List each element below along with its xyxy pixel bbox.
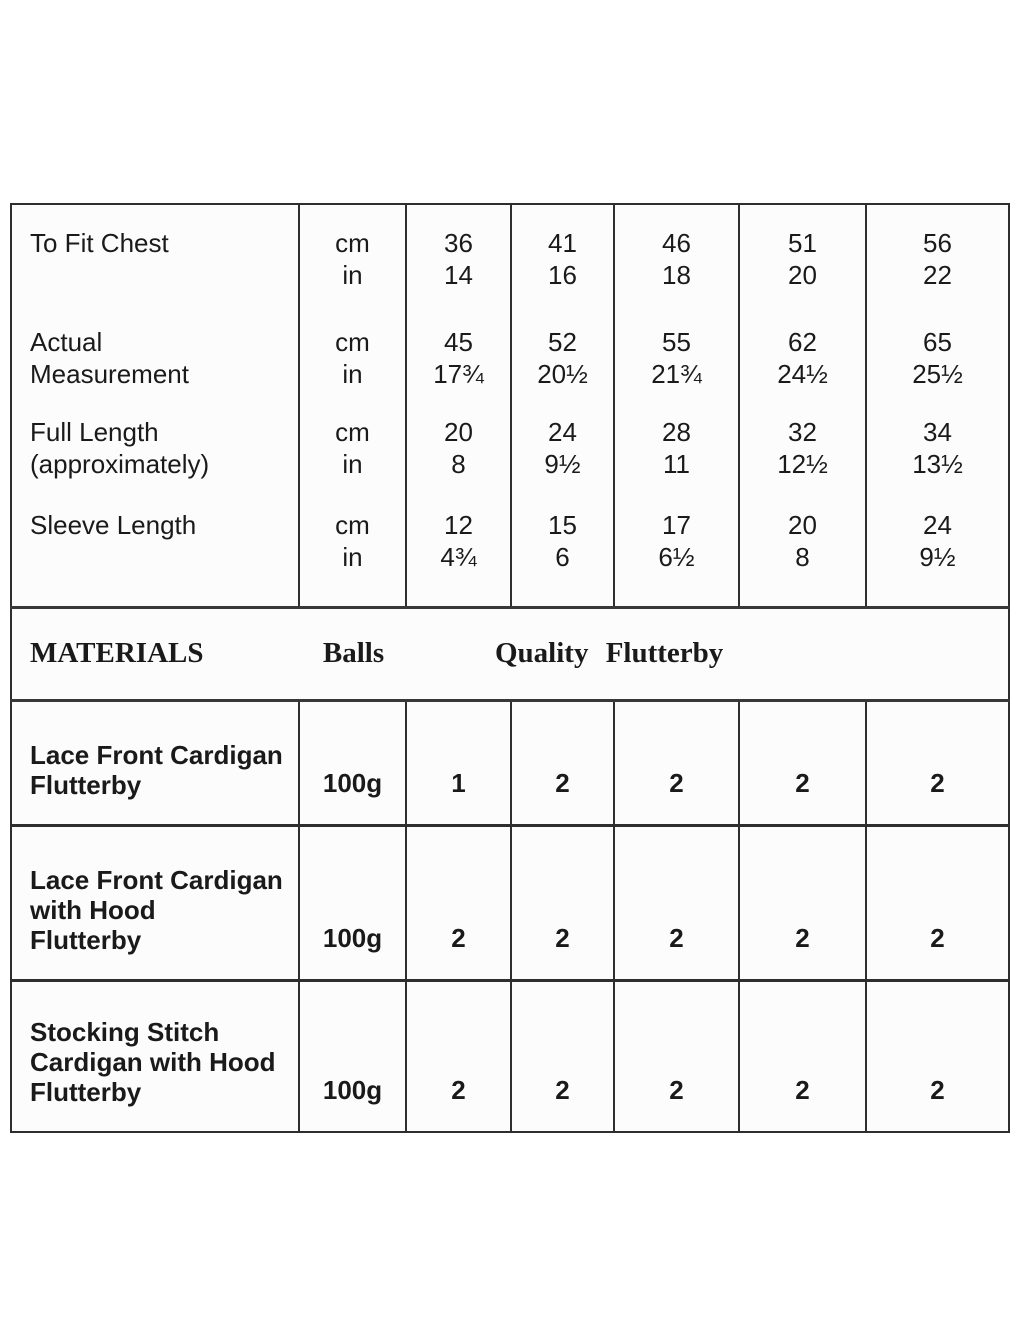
value-cm: 34 (923, 417, 952, 447)
balls-count: 2 (511, 980, 614, 1132)
value-cm: 24 (548, 417, 577, 447)
value-cm: 62 (788, 327, 817, 357)
value-cm: 56 (923, 228, 952, 258)
row-label-line1: To Fit Chest (30, 228, 169, 258)
value-cm: 12 (444, 510, 473, 540)
garment-label-line: Cardigan with Hood (30, 1047, 276, 1077)
materials-header-row (11, 607, 1009, 700)
size-materials-table (10, 203, 1010, 1133)
value-in: 6 (555, 542, 570, 572)
value-in: 17¾ (433, 359, 484, 389)
value-cm: 28 (662, 417, 691, 447)
value-in: 16 (548, 260, 577, 290)
value-cm: 51 (788, 228, 817, 258)
garment-label (11, 980, 299, 1132)
garment-label-line: Stocking Stitch (30, 1017, 220, 1047)
value-cm: 55 (662, 327, 691, 357)
value-in: 12½ (777, 449, 828, 479)
value-in: 25½ (912, 359, 963, 389)
value-cell (511, 304, 614, 394)
materials-header-cell (11, 607, 1009, 700)
value-cell (866, 304, 1009, 394)
ball-weight: 100g (299, 700, 406, 825)
row-label-line2: Measurement (30, 359, 189, 389)
row-label (11, 304, 299, 394)
garment-label (11, 825, 299, 980)
value-cm: 52 (548, 327, 577, 357)
materials-header (12, 637, 1008, 670)
value-cm: 17 (662, 510, 691, 540)
balls-count: 2 (406, 825, 511, 980)
unit-cm: cm (335, 417, 370, 447)
value-cm: 41 (548, 228, 577, 258)
row-label (11, 487, 299, 607)
unit-cell (299, 394, 406, 487)
value-cell (739, 204, 866, 304)
balls-count: 2 (406, 980, 511, 1132)
balls-count: 2 (739, 825, 866, 980)
balls-count: 2 (739, 980, 866, 1132)
unit-cell (299, 304, 406, 394)
value-in: 8 (795, 542, 810, 572)
balls-count: 2 (739, 700, 866, 825)
value-in: 20½ (537, 359, 588, 389)
garment-label-line: with Hood (30, 894, 156, 925)
value-cm: 32 (788, 417, 817, 447)
balls-count: 1 (406, 700, 511, 825)
materials-row-lace-front-cardigan-with-hood (11, 825, 1009, 980)
value-cell (511, 394, 614, 487)
balls-count: 2 (866, 825, 1009, 980)
row-label-line1: Full Length (30, 417, 159, 447)
value-cm: 36 (444, 228, 473, 258)
garment-label-line: Lace Front Cardigan (30, 739, 283, 770)
value-cell (866, 204, 1009, 304)
measurement-row-actual-measurement (11, 304, 1009, 394)
balls-count: 2 (614, 825, 739, 980)
value-cell (406, 204, 511, 304)
garment-label-line: Flutterby (30, 769, 142, 800)
value-cm: 20 (788, 510, 817, 540)
garment-label (11, 700, 299, 825)
row-label (11, 394, 299, 487)
unit-cm: cm (335, 228, 370, 258)
garment-label-line: Lace Front Cardigan (30, 864, 283, 895)
balls-count: 2 (511, 700, 614, 825)
ball-weight: 100g (299, 980, 406, 1132)
value-cell (866, 487, 1009, 607)
value-in: 11 (663, 449, 690, 479)
value-in: 8 (451, 449, 466, 479)
value-in: 20 (788, 260, 817, 290)
balls-label: Balls (322, 637, 385, 669)
value-in: 22 (923, 260, 952, 290)
unit-in: in (342, 449, 363, 479)
balls-count: 2 (866, 980, 1009, 1132)
row-label-line1: Sleeve Length (30, 510, 197, 540)
value-cm: 15 (548, 510, 577, 540)
value-cell (406, 394, 511, 487)
value-cell (614, 487, 739, 607)
value-cm: 46 (662, 228, 691, 258)
ball-weight: 100g (299, 825, 406, 980)
value-cm: 24 (923, 510, 952, 540)
measurement-row-to-fit-chest (11, 204, 1009, 304)
value-cell (866, 394, 1009, 487)
value-in: 18 (662, 260, 691, 290)
balls-count: 2 (866, 700, 1009, 825)
value-cell (739, 394, 866, 487)
unit-cm: cm (335, 510, 370, 540)
row-label-line2: (approximately) (30, 449, 210, 479)
value-in: 4¾ (440, 542, 477, 572)
value-in: 9½ (919, 542, 956, 572)
garment-label-line: Flutterby (30, 924, 142, 955)
garment-label-line: Flutterby (30, 1077, 142, 1107)
value-cm: 20 (444, 417, 473, 447)
unit-in: in (342, 260, 363, 290)
value-cell (614, 304, 739, 394)
materials-title: MATERIALS (30, 637, 204, 669)
value-in: 21¾ (651, 359, 702, 389)
unit-cm: cm (335, 327, 370, 357)
value-cell (511, 204, 614, 304)
unit-cell (299, 204, 406, 304)
balls-count: 2 (614, 700, 739, 825)
unit-in: in (342, 359, 363, 389)
value-cell (511, 487, 614, 607)
value-in: 13½ (912, 449, 963, 479)
value-cell (406, 304, 511, 394)
value-cell (614, 204, 739, 304)
row-label-line1: Actual (30, 327, 103, 357)
value-in: 14 (444, 260, 473, 290)
unit-in: in (342, 542, 363, 572)
quality-label: Quality Flutterby (495, 637, 724, 669)
value-in: 24½ (777, 359, 828, 389)
measurement-row-sleeve-length (11, 487, 1009, 607)
row-label (11, 204, 299, 304)
balls-count: 2 (511, 825, 614, 980)
value-in: 9½ (544, 449, 581, 479)
value-cell (614, 394, 739, 487)
value-in: 6½ (658, 542, 695, 572)
materials-row-lace-front-cardigan (11, 700, 1009, 825)
value-cell (739, 304, 866, 394)
unit-cell (299, 487, 406, 607)
value-cm: 65 (923, 327, 952, 357)
balls-count: 2 (614, 980, 739, 1132)
value-cell (739, 487, 866, 607)
value-cell (406, 487, 511, 607)
measurement-row-full-length (11, 394, 1009, 487)
value-cm: 45 (444, 327, 473, 357)
materials-row-stocking-stitch-cardigan-with-hood (11, 980, 1009, 1132)
